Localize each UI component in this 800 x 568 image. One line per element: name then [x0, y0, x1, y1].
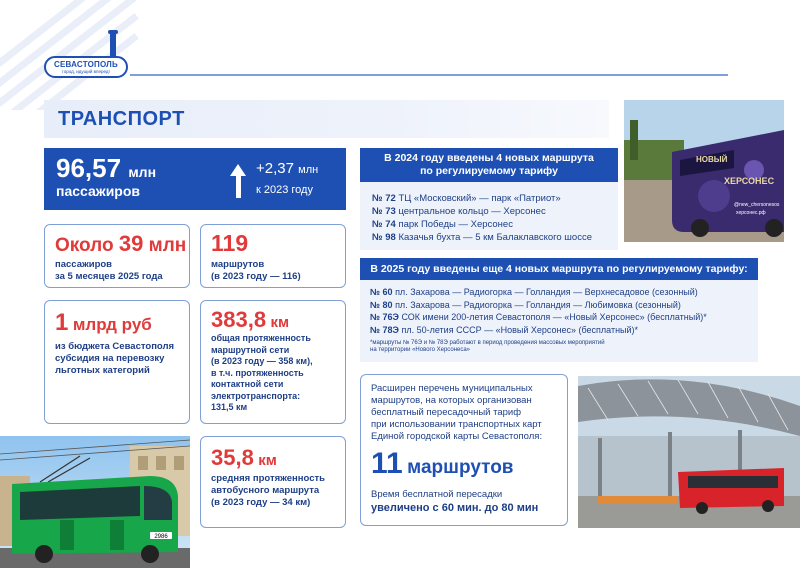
card-line: льготных категорий — [55, 365, 150, 376]
card-line: 131,5 км — [211, 402, 248, 412]
bus-brand-bottom: ХЕРСОНЕС — [724, 176, 775, 186]
card-line: электротранспорта: — [211, 390, 301, 401]
list-item: № 76Э СОК имени 200-летия Севастополя — «Новый Херсонес» (бесплатный)* — [370, 312, 707, 322]
list-item: № 60 пл. Захарова — Радиогорка — Голландия — Верхнесадовое (сезонный) — [370, 287, 698, 297]
passengers-label: пассажиров — [56, 183, 141, 199]
card-line: за 5 месяцев 2025 года — [55, 271, 163, 282]
passengers-value: 96,57 — [56, 153, 122, 183]
growth-label: к 2023 году — [256, 184, 313, 196]
free-transfer-time: увеличено с 60 мин. до 80 мин — [371, 502, 539, 514]
bus-photo — [624, 100, 784, 242]
logo-name: СЕВАСТОПОЛЬ — [54, 59, 118, 69]
card-line: (в 2023 году — 34 км) — [211, 497, 311, 508]
card-routes-count — [200, 224, 346, 288]
trolleybus-number: 2986 — [154, 534, 168, 540]
card-prefix: Около — [55, 235, 114, 256]
logo-motto: город, идущий вперед! — [62, 68, 110, 74]
routes-2024-heading: по регулируемому тарифу — [420, 165, 558, 177]
card-line: (в 2023 году — 358 км), — [211, 356, 313, 366]
station-illustration — [578, 376, 800, 528]
free-transfer-count: 11 — [371, 447, 403, 480]
free-transfer-count-label: маршрутов — [407, 457, 514, 478]
card-line: (в 2023 году — 116) — [211, 271, 301, 282]
card-value: 383,8 — [211, 307, 267, 332]
list-item: № 78Э пл. 50-летия СССР — «Новый Херсонес» (бесплатный)* — [370, 324, 639, 335]
free-transfer-line: при использовании транспортных карт — [371, 419, 542, 430]
card-line: средняя протяженность — [211, 473, 325, 484]
routes-2024-list — [372, 192, 592, 244]
routes-2025-heading: В 2025 году введены еще 4 новых маршрута по регулируемому тарифу: — [360, 258, 758, 280]
card-line: субсидия на перевозку — [55, 353, 165, 364]
list-item: № 74 парк Победы — Херсонес — [372, 219, 513, 230]
passengers-stat — [44, 148, 346, 210]
header-divider — [130, 74, 728, 76]
card-passengers-5-months — [44, 224, 190, 288]
bus-handle: @new_chersonesos — [734, 202, 780, 208]
card-line: из бюджета Севастополя — [55, 341, 175, 352]
title-banner — [44, 100, 609, 138]
trolleybus-photo — [0, 436, 190, 568]
card-value: 35,8 — [211, 445, 254, 470]
free-transfer-line: Расширен перечень муниципальных — [371, 383, 533, 394]
list-item: № 72 ТЦ «Московский» — парк «Патриот» — [372, 193, 561, 204]
card-line: маршрутов — [211, 259, 265, 270]
growth-value: +2,37 — [256, 160, 294, 177]
card-unit: км — [258, 452, 277, 469]
card-value: 119 — [211, 230, 249, 256]
free-transfer-time: Время бесплатной пересадки — [371, 489, 503, 500]
page-title: ТРАНСПОРТ — [58, 107, 185, 130]
card-unit: км — [270, 314, 290, 331]
list-item: № 80 пл. Захарова — Радиогорка — Голландия — Любимовка (сезонный) — [370, 299, 681, 310]
growth-unit: млн — [298, 164, 319, 176]
card-network-length — [200, 300, 346, 424]
free-transfer-card — [360, 374, 568, 526]
card-line: общая протяженность — [211, 333, 311, 343]
bus-site: херсонес.рф — [736, 210, 766, 216]
card-value: 1 — [55, 309, 69, 336]
list-item: № 98 Казачья бухта — 5 км Балаклавского шоссе — [372, 232, 592, 243]
card-line: в т.ч. протяженность — [211, 367, 304, 378]
free-transfer-line: маршрутов, на которых организован — [371, 395, 532, 406]
city-logo — [44, 30, 132, 84]
card-line: автобусного маршрута — [211, 485, 320, 496]
bus-brand-top: НОВЫЙ — [696, 155, 728, 164]
card-subsidy — [44, 300, 190, 424]
routes-2025-list — [370, 286, 707, 336]
routes-2025-note: *маршруты № 76Э и № 78Э работают в период проведения массовых мероприятий на территории «Нового Херсонеса» — [370, 340, 605, 353]
card-value: 39 — [118, 231, 144, 256]
routes-2024-panel — [360, 148, 618, 250]
free-transfer-line: бесплатный пересадочный тариф — [371, 407, 522, 418]
card-line: маршрутной сети — [211, 344, 290, 355]
routes-2025-panel — [360, 258, 758, 362]
station-photo — [578, 376, 800, 528]
arrow-up-icon — [232, 164, 244, 198]
bus-illustration — [624, 100, 784, 242]
card-line: контактной сети — [211, 379, 284, 389]
card-line: пассажиров — [55, 259, 113, 270]
routes-2024-heading: В 2024 году введены 4 новых маршрута — [384, 152, 594, 164]
list-item: № 73 центральное кольцо — Херсонес — [372, 206, 546, 217]
trolleybus-illustration — [0, 436, 190, 568]
card-unit: млн — [148, 235, 187, 256]
free-transfer-line: Единой городской карты Севастополя: — [371, 431, 543, 442]
passengers-unit: млн — [128, 164, 157, 180]
card-average-length — [200, 436, 346, 528]
card-unit: млрд руб — [72, 315, 152, 334]
